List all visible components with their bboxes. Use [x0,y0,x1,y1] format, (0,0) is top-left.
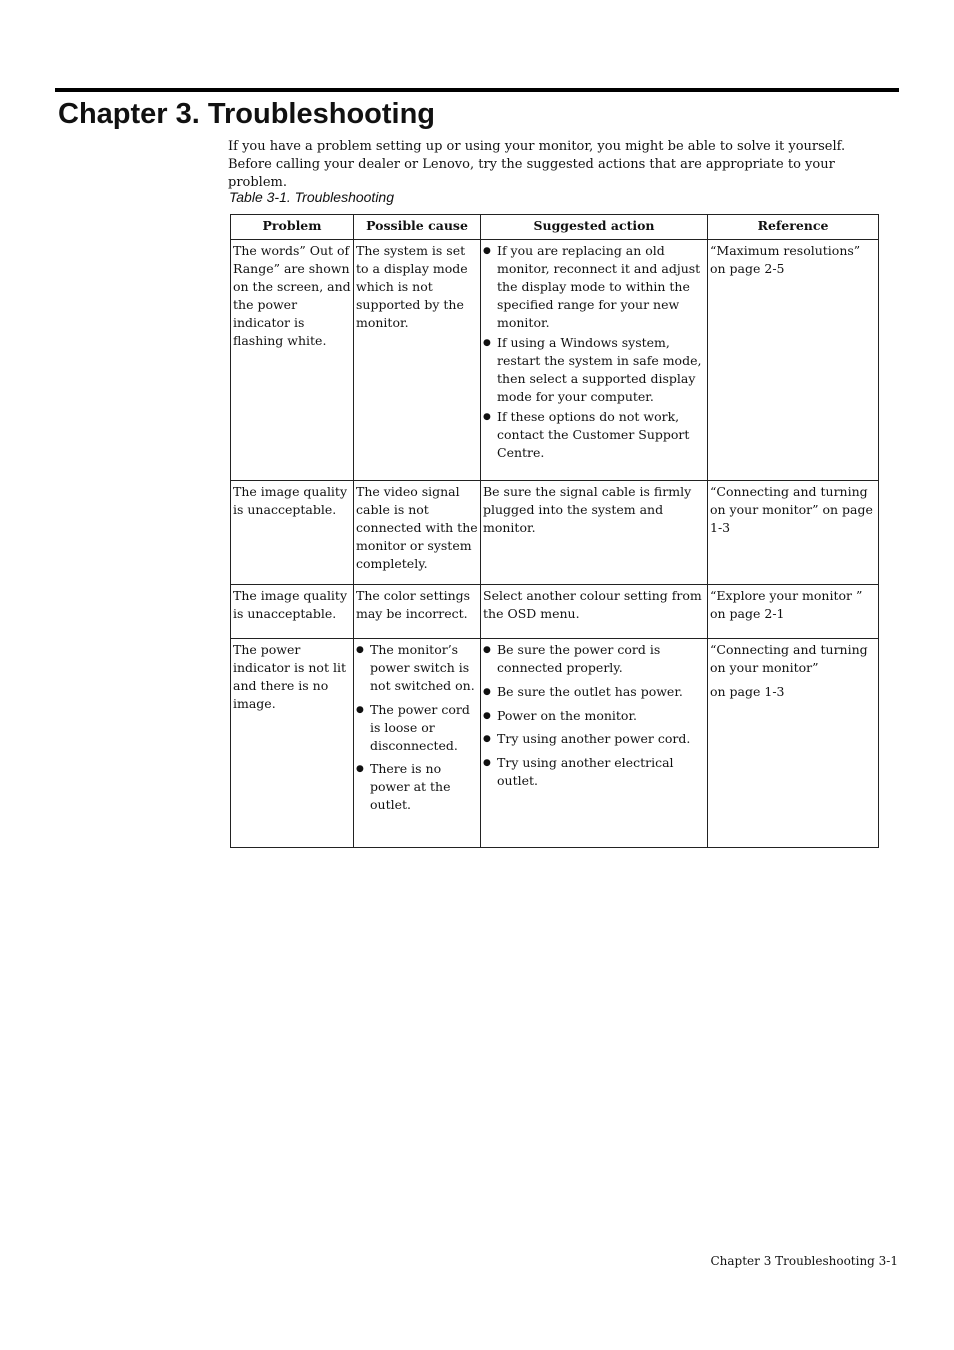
action-cell [481,240,708,481]
list-item: ● Try using another power cord. [483,730,705,748]
list-item: ● If these options do not work, contact the Customer Support Centre. [483,408,705,462]
troubleshooting-table [230,214,879,848]
list-item: ● Be sure the power cord is connected properly. [483,641,705,677]
reference-cell: “Maximum resolutions” on page 2-5 [708,240,879,481]
column-header-possible-cause: Possible cause [354,215,481,240]
list-item: ● The power cord is loose or disconnected. [356,701,478,755]
problem-cell: The image quality is unacceptable. [231,585,354,639]
cause-cell: The system is set to a display mode which is not supported by the monitor. [354,240,481,481]
action-list [483,242,705,462]
reference-line: “Connecting and turning on your monitor” [710,642,868,675]
reference-line: on page 1-3 [710,684,785,699]
action-list [483,641,705,790]
cause-list [356,641,478,814]
column-header-reference: Reference [708,215,879,240]
chapter-top-rule [55,88,899,92]
chapter-title: Chapter 3. Troubleshooting [58,98,436,130]
table-caption: Table 3-1. Troubleshooting [229,189,394,205]
action-cell: Be sure the signal cable is firmly plugged into the system and monitor. [481,481,708,585]
list-item: ● The monitor’s power switch is not switched on. [356,641,478,695]
table-row [231,585,879,639]
problem-cell: The power indicator is not lit and there is no image. [231,639,354,848]
page-footer: Chapter 3 Troubleshooting 3-1 [710,1254,898,1268]
action-cell [481,639,708,848]
table-header-row [231,215,879,240]
list-item: ● If you are replacing an old monitor, reconnect it and adjust the display mode to within the specified range for your new monitor. [483,242,705,332]
column-header-problem: Problem [231,215,354,240]
intro-paragraph: If you have a problem setting up or using your monitor, you might be able to solve it yourself. Before calling your dealer or Lenovo, try the suggested actions that are appropriate to your problem. [228,139,846,190]
reference-cell: “Explore your monitor ” on page 2-1 [708,585,879,639]
reference-cell [708,639,879,848]
action-cell: Select another colour setting from the OSD menu. [481,585,708,639]
list-item: ● Be sure the outlet has power. [483,683,705,701]
list-item: ● Power on the monitor. [483,707,705,725]
cause-cell: The video signal cable is not connected with the monitor or system completely. [354,481,481,585]
cause-cell: The color settings may be incorrect. [354,585,481,639]
list-item: ● If using a Windows system, restart the system in safe mode, then select a supported display mode for your computer. [483,334,705,406]
table-row [231,240,879,481]
table-row [231,639,879,848]
list-item: ● Try using another electrical outlet. [483,754,705,790]
column-header-suggested-action: Suggested action [481,215,708,240]
reference-cell: “Connecting and turning on your monitor” on page 1-3 [708,481,879,585]
problem-cell: The words” Out of Range” are shown on the screen, and the power indicator is flashing white. [231,240,354,481]
table-row [231,481,879,585]
problem-cell: The image quality is unacceptable. [231,481,354,585]
list-item: ● There is no power at the outlet. [356,760,478,814]
cause-cell [354,639,481,848]
